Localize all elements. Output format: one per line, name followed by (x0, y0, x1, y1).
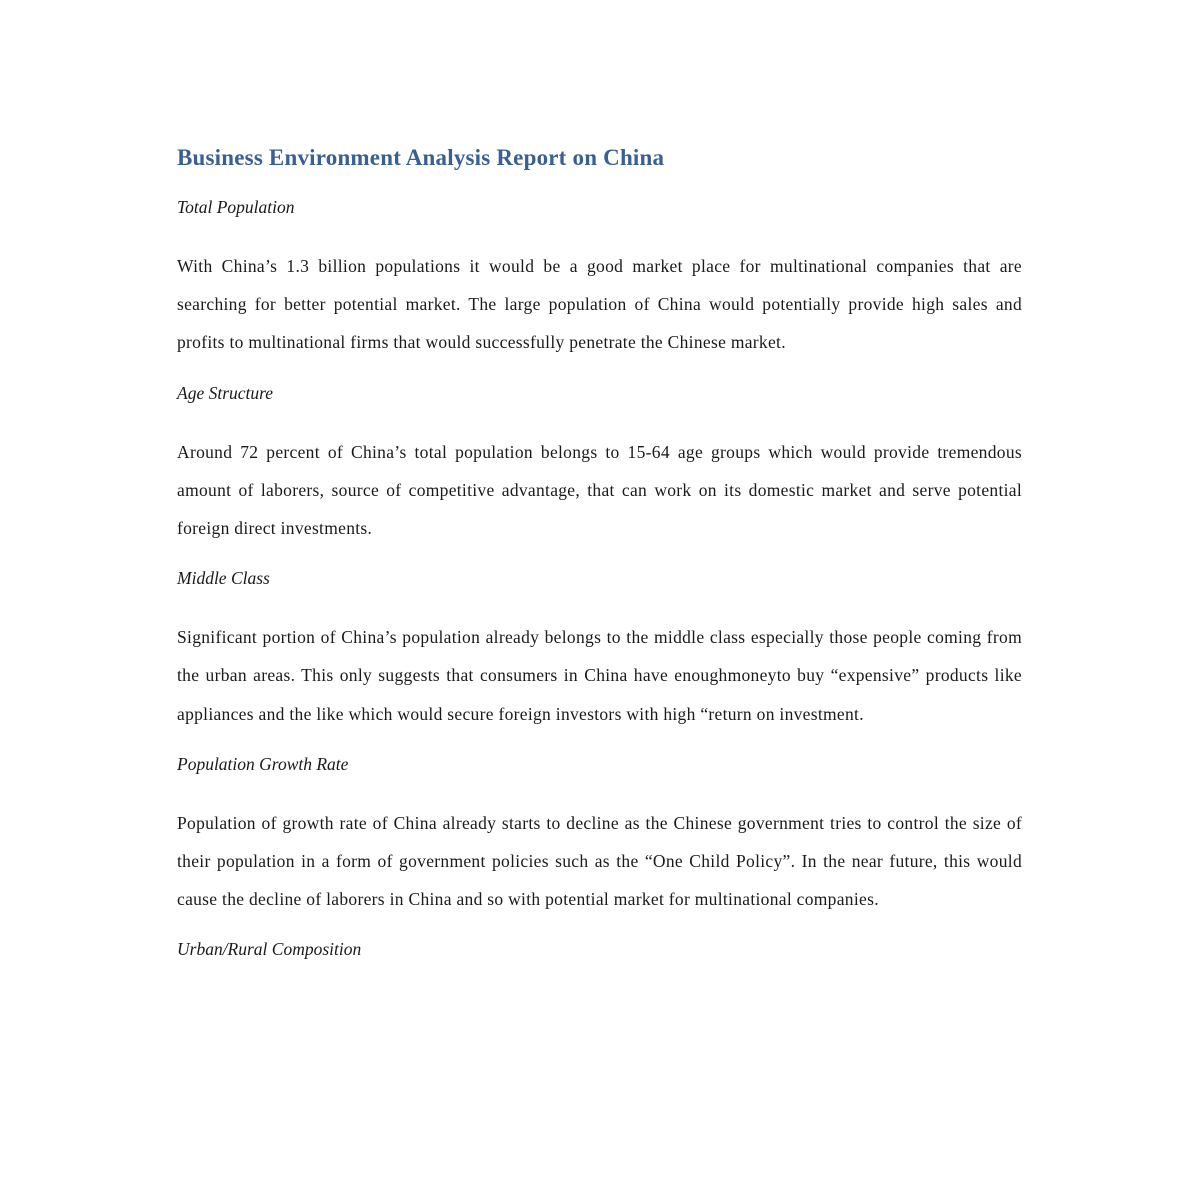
section-body-age-structure: Around 72 percent of China’s total population belongs to 15-64 age groups which would provide tremendous amount of laborers, source of competitive advantage, that can work on its domestic market and serve potential foreign direct investments. (177, 441, 1022, 539)
section-heading-middle-class: Middle Class (177, 568, 270, 589)
document-content (177, 140, 1022, 963)
section-heading-age-structure: Age Structure (177, 382, 274, 403)
section-heading-urban-rural-composition: Urban/Rural Composition (177, 939, 362, 960)
section-body-middle-class: Significant portion of China’s population already belongs to the middle class especially those people coming from the urban areas. This only suggests that consumers in China have enoughmoneyto buy “expensive” products like appliances and the like which would secure foreign investors with high “return on investment. (177, 627, 1022, 724)
section-heading-total-population: Total Population (177, 197, 295, 217)
document-title: Business Environment Analysis Report on China (177, 145, 665, 170)
section-body-total-population: With China’s 1.3 billion populations it would be a good market place for multinational companies that are searching for better potential market. The large population of China would potentially provide high sales and profits to multinational firms that would successfully penetrate the Chinese market. (177, 256, 1022, 353)
section-heading-population-growth-rate: Population Growth Rate (177, 753, 349, 774)
section-body-population-growth-rate: Population of growth rate of China already starts to decline as the Chinese government tries to control the size of their population in a form of government policies such as the “One Child Policy”. In the near future, this would cause the decline of laborers in China and so with potential market for multinational companies. (177, 812, 1022, 910)
